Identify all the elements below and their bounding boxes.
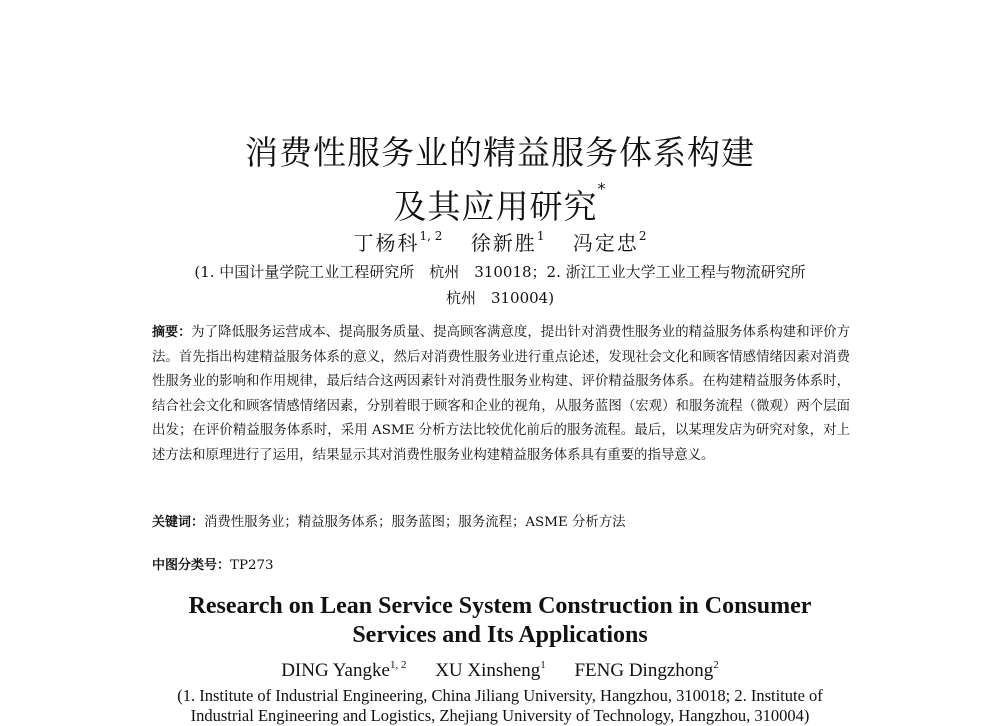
english-title-line-1: Research on Lean Service System Construction in Consumer xyxy=(188,593,812,619)
abstract xyxy=(152,321,850,468)
author-name: XU Xinsheng xyxy=(435,660,541,682)
author-affiliation-mark: 1, 2 xyxy=(389,659,407,671)
english-affiliation xyxy=(150,686,850,726)
chinese-affiliation xyxy=(150,259,850,311)
author-name: 丁杨科 xyxy=(353,231,420,255)
author-affiliation-mark: 2 xyxy=(713,659,719,671)
english-title-line-2: Services and Its Applications xyxy=(352,622,648,648)
author-name: 冯定忠 xyxy=(572,231,639,255)
abstract-text: 为了降低服务运营成本、提高服务质量、提高顾客满意度，提出针对消费性服务业的精益服务体系构建和评价方法。首先指出构建精益服务体系的意义，然后对消费性服务业进行重点论述，发现社会文化和顾客情感情绪因素对消费性服务业的影响和作用规律，最后结合这两因素针对消费性服务业构建、评价精益服务体系。在构建精益服务体系时，结合社会文化和顾客情感情绪因素，分别着眼于顾客和企业的视角，从服务蓝图（宏观）和服务流程（微观）两个层面出发；在评价精益服务体系时，采用 ASME 分析方法比较优化前后的服务流程。最后，以某理发店为研究对象，对上述方法和原理进行了运用，结果显示其对消费性服务业构建精益服务体系具有重要的指导意义。 xyxy=(152,325,850,463)
classification-label: 中图分类号： xyxy=(152,558,231,573)
english-author xyxy=(435,660,546,681)
keywords-label: 关键词： xyxy=(152,515,205,530)
english-title xyxy=(0,592,1000,650)
title-footnote-mark: * xyxy=(597,179,607,198)
author-affiliation-mark: 2 xyxy=(638,229,647,244)
chinese-author xyxy=(471,231,545,255)
chinese-authors xyxy=(0,227,1000,256)
english-affiliation-line-1: (1. Institute of Industrial Engineering, China Jiliang University, Hangzhou, 310018; 2. Institute of xyxy=(177,686,823,705)
author-name: 徐新胜 xyxy=(470,231,537,255)
keywords xyxy=(152,511,850,530)
english-authors xyxy=(0,660,1000,682)
english-affiliation-line-2: Industrial Engineering and Logistics, Zhejiang University of Technology, Hangzhou, 310004) xyxy=(190,706,810,725)
author-affiliation-mark: 1 xyxy=(540,659,546,671)
author-affiliation-mark: 1 xyxy=(536,229,545,244)
chinese-affiliation-line-2: 杭州 310004) xyxy=(445,289,555,307)
abstract-label: 摘要： xyxy=(152,325,192,340)
author-affiliation-mark: 1, 2 xyxy=(419,229,443,244)
chinese-title-line-2 xyxy=(0,181,1000,228)
classification-number xyxy=(152,554,850,573)
classification-value: TP273 xyxy=(230,558,274,573)
chinese-title-text-2: 及其应用研究 xyxy=(393,187,598,226)
chinese-affiliation-line-1: (1. 中国计量学院工业工程研究所 杭州 310018；2. 浙江工业大学工业工程与物流研究所 xyxy=(194,263,806,281)
chinese-title-line-1 xyxy=(0,127,1000,174)
chinese-author xyxy=(573,231,647,255)
english-author xyxy=(281,660,406,681)
chinese-author xyxy=(354,231,443,255)
chinese-title-text-1: 消费性服务业的精益服务体系构建 xyxy=(245,133,755,172)
english-author xyxy=(574,660,718,681)
keywords-text: 消费性服务业；精益服务体系；服务蓝图；服务流程；ASME 分析方法 xyxy=(204,515,626,530)
author-name: DING Yangke xyxy=(281,660,390,682)
author-name: FENG Dingzhong xyxy=(574,660,714,682)
